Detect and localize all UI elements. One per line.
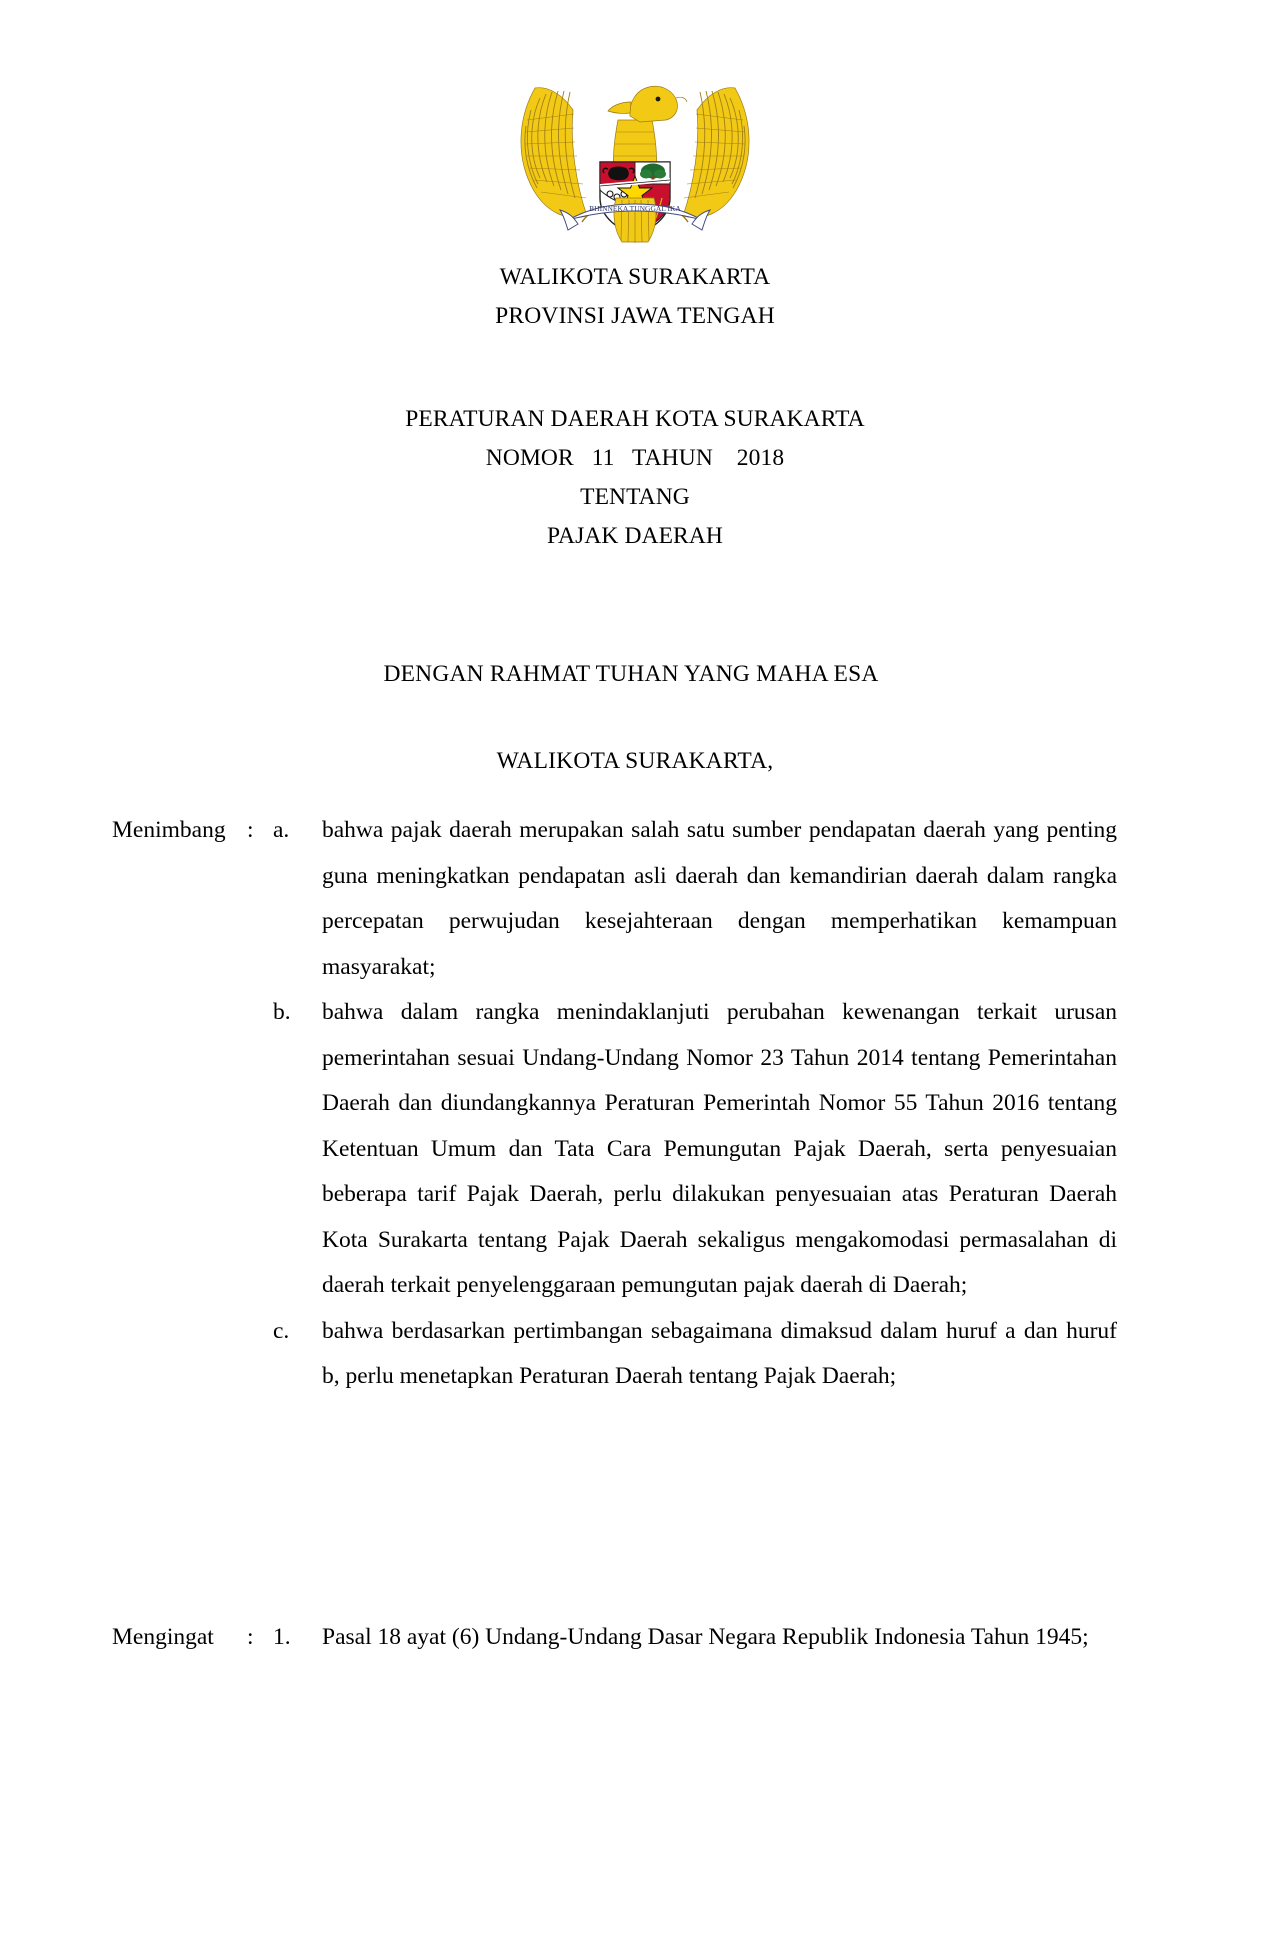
consideration-marker-b: b. bbox=[273, 999, 291, 1025]
consideration-text-a: bahwa pajak daerah merupakan salah satu sumber pendapatan daerah yang penting guna meningkatkan pendapatan asli daerah dan kemandirian daerah dalam rangka percepatan perwujudan kesejahteraan dengan memperhatikan kemampuan masyarakat; bbox=[322, 817, 1117, 980]
emblem-container bbox=[0, 58, 1270, 258]
consideration-item bbox=[273, 1309, 1117, 1400]
consideration-marker-a: a. bbox=[273, 817, 290, 843]
consideration-marker-c: c. bbox=[273, 1317, 290, 1344]
legal-basis-label: Mengingat bbox=[112, 1624, 214, 1650]
consideration-text-b: bahwa dalam rangka menindaklanjuti perubahan kewenangan terkait urusan pemerintahan sesuai Undang-Undang Nomor 23 Tahun 2014 tentang Pemerintahan Daerah dan diundangkannya Peraturan Pemerintah Nomor 55 Tahun 2016 tentang Ketentuan Umum dan Tata Cara Pemungutan Pajak Daerah, serta penyesuaian beberapa tarif Pajak Daerah, perlu dilakukan penyesuaian atas Peraturan Daerah Kota Surakarta tentang Pajak Daerah sekaligus mengakomodasi permasalahan di daerah terkait penyelenggaraan pemungutan pajak daerah di Daerah; bbox=[322, 999, 1117, 1298]
signatory-heading-block bbox=[0, 742, 1270, 781]
legal-basis-items bbox=[273, 1615, 1117, 1661]
consideration-item bbox=[273, 990, 1117, 1309]
header-line-walikota: WALIKOTA SURAKARTA bbox=[499, 264, 771, 290]
title-tentang: TENTANG bbox=[580, 484, 690, 510]
consideration-item bbox=[273, 808, 1117, 990]
legal-basis-item bbox=[273, 1615, 1117, 1661]
legal-basis-section bbox=[112, 1615, 1117, 1661]
legal-basis-text-1: Pasal 18 ayat (6) Undang-Undang Dasar Negara Republik Indonesia Tahun 1945; bbox=[322, 1624, 1089, 1650]
consideration-text-c: bahwa berdasarkan pertimbangan sebagaimana dimaksud dalam huruf a dan huruf b, perlu menetapkan Peraturan Daerah tentang Pajak Daerah; bbox=[322, 1317, 1117, 1389]
considerations-items bbox=[273, 808, 1117, 1400]
considerations-colon: : bbox=[247, 817, 254, 843]
legal-basis-marker-1: 1. bbox=[273, 1624, 291, 1650]
document-title-block bbox=[0, 400, 1270, 556]
signatory-heading: WALIKOTA SURAKARTA, bbox=[496, 748, 774, 774]
blessing-block bbox=[0, 655, 1270, 694]
document-header bbox=[0, 258, 1270, 336]
title-number-year: NOMOR 11 TAHUN 2018 bbox=[485, 445, 785, 471]
header-line-provinsi: PROVINSI JAWA TENGAH bbox=[495, 303, 775, 329]
legal-basis-colon: : bbox=[247, 1624, 254, 1650]
title-regulation-type: PERATURAN DAERAH KOTA SURAKARTA bbox=[405, 406, 865, 432]
considerations-label: Menimbang bbox=[112, 817, 226, 843]
title-subject: PAJAK DAERAH bbox=[547, 523, 723, 549]
blessing-line: DENGAN RAHMAT TUHAN YANG MAHA ESA bbox=[383, 661, 879, 687]
considerations-section bbox=[112, 808, 1117, 1400]
garuda-pancasila-icon bbox=[490, 58, 780, 253]
svg-text:BHINNEKA TUNGGAL IKA: BHINNEKA TUNGGAL IKA bbox=[589, 204, 681, 213]
